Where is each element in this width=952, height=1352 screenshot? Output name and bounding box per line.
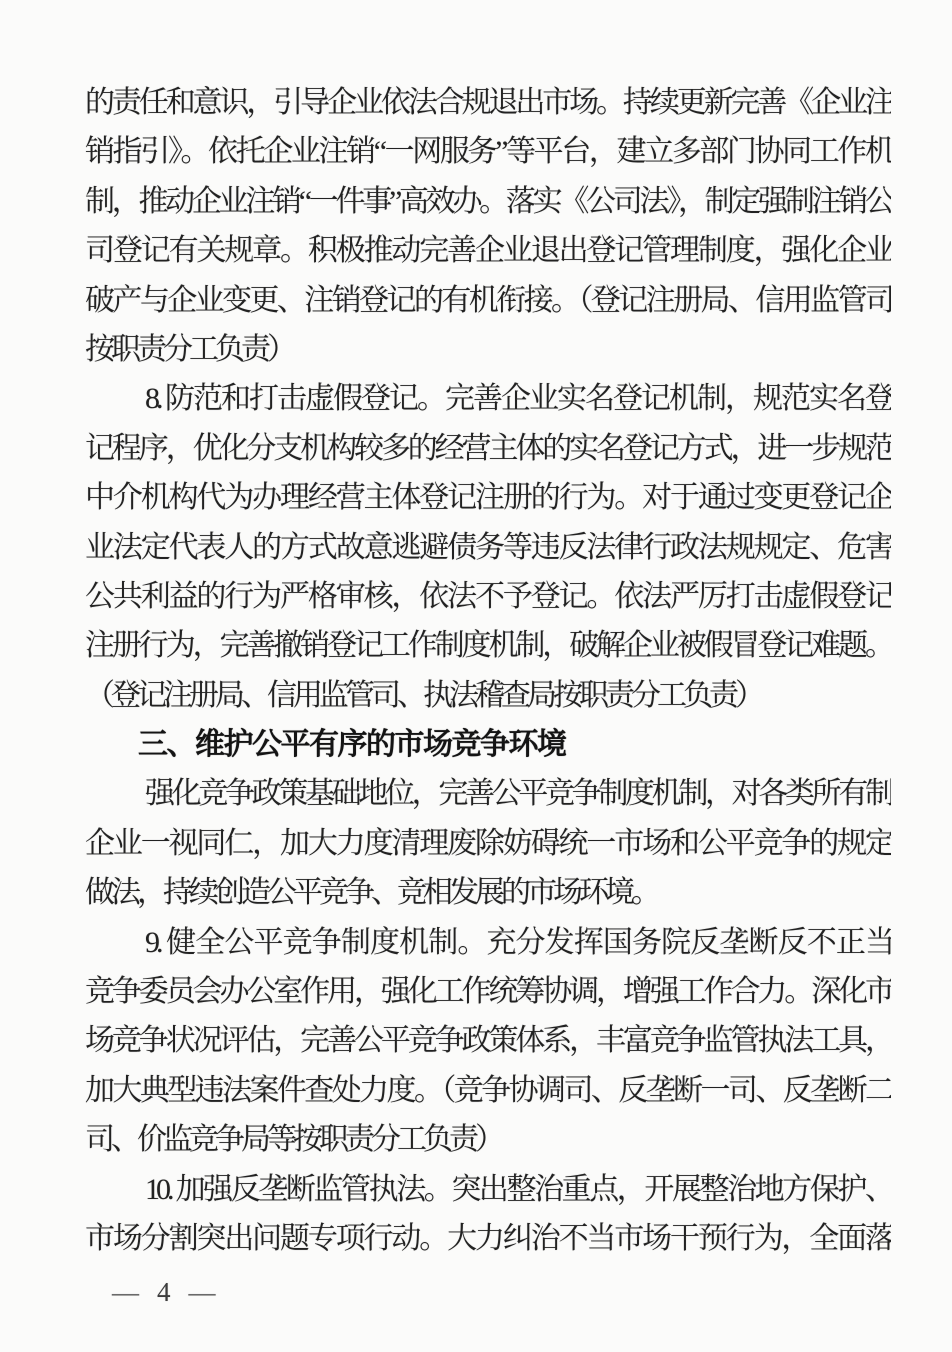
text-line-12: 注册行为，完善撤销登记工作制度机制，破解企业被假冒登记难题。 xyxy=(85,629,891,663)
text-line-8: 记程序，优化分支机构较多的经营主体的实名登记方式，进一步规范 xyxy=(85,431,891,465)
section-heading: 三、维护公平有序的市场竞争环境 xyxy=(138,728,566,762)
page-footer xyxy=(112,1276,216,1308)
text-line-5: 破产与企业变更、注销登记的有机衔接。（登记注册局、信用监管司 xyxy=(85,283,891,317)
text-line-15: 强化竞争政策基础地位，完善公平竞争制度机制，对各类所有制 xyxy=(145,777,891,811)
text-line-10: 业法定代表人的方式故意逃避债务等违反法律行政法规规定、危害 xyxy=(85,530,891,564)
text-line-7: 8. 防范和打击虚假登记。完善企业实名登记机制，规范实名登 xyxy=(145,382,891,416)
text-line-16: 企业一视同仁，加大力度清理废除妨碍统一市场和公平竞争的规定 xyxy=(85,826,891,860)
text-line-1: 的责任和意识，引导企业依法合规退出市场。持续更新完善《企业注 xyxy=(85,86,891,119)
text-line-20: 场竞争状况评估，完善公平竞争政策体系，丰富竞争监管执法工具， xyxy=(85,1024,891,1058)
text-line-2: 销指引》。依托企业注销“一网服务”等平台，建立多部门协同工作机 xyxy=(85,135,891,169)
text-line-3: 制，推动企业注销“一件事”高效办。落实《公司法》，制定强制注销公 xyxy=(85,184,891,218)
text-line-19: 竞争委员会办公室作用，强化工作统筹协调，增强工作合力。深化市 xyxy=(85,975,891,1009)
text-line-24: 市场分割突出问题专项行动。大力纠治不当市场干预行为，全面落 xyxy=(85,1221,891,1255)
page-number: 4 xyxy=(157,1277,171,1307)
text-line-6: 按职责分工负责） xyxy=(85,332,293,366)
text-line-17: 做法，持续创造公平竞争、竞相发展的市场环境。 xyxy=(85,876,657,910)
text-line-13: （登记注册局、信用监管司、执法稽查局按职责分工负责） xyxy=(85,678,761,712)
text-block xyxy=(85,78,891,1263)
text-line-22: 司、价监竞争局等按职责分工负责） xyxy=(85,1123,501,1157)
text-line-21: 加大典型违法案件查处力度。（竞争协调司、反垄断一司、反垄断二 xyxy=(85,1073,891,1107)
text-line-18: 9. 健全公平竞争制度机制。充分发挥国务院反垄断反不正当 xyxy=(145,925,891,959)
footer-dash-right: — xyxy=(188,1277,216,1307)
text-line-11: 公共利益的行为严格审核，依法不予登记。依法严厉打击虚假登记 xyxy=(85,579,891,613)
footer-dash-left: — xyxy=(112,1277,139,1307)
text-line-9: 中介机构代为办理经营主体登记注册的行为。对于通过变更登记企 xyxy=(85,481,891,515)
text-line-4: 司登记有关规章。积极推动完善企业退出登记管理制度，强化企业 xyxy=(85,234,891,268)
text-line-23: 10. 加强反垄断监管执法。突出整治重点，开展整治地方保护、 xyxy=(145,1172,891,1206)
